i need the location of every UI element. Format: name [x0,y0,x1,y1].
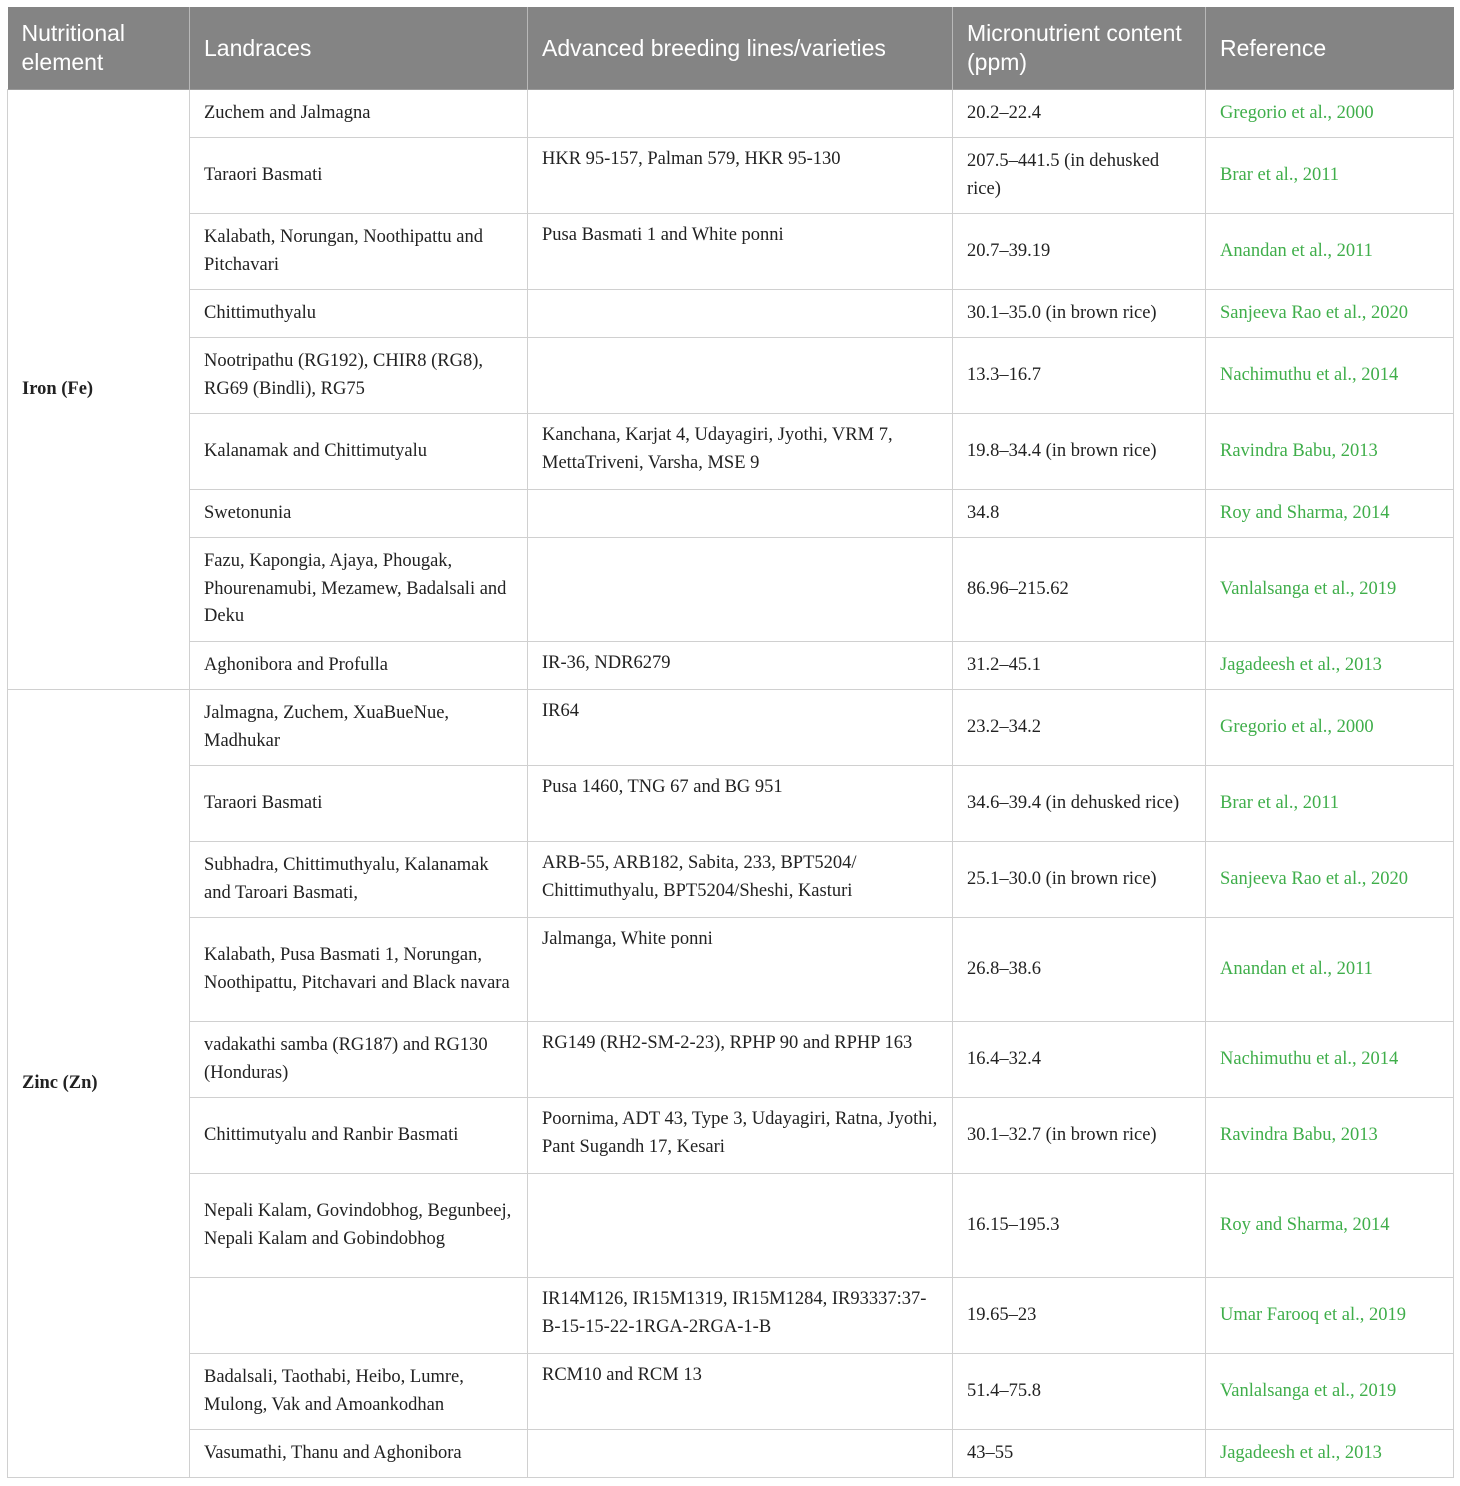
landraces-cell: Kalabath, Pusa Basmati 1, Norungan, Noothipattu, Pitchavari and Black navara [190,918,528,1022]
breeding-lines-cell: Poornima, ADT 43, Type 3, Udayagiri, Ratna, Jyothi, Pant Sugandh 17, Kesari [528,1098,953,1174]
micronutrient-content-cell: 86.96–215.62 [953,538,1206,642]
landraces-cell: vadakathi samba (RG187) and RG130 (Honduras) [190,1022,528,1098]
micronutrient-table-container [7,7,1453,1478]
micronutrient-content-cell: 25.1–30.0 (in brown rice) [953,842,1206,918]
breeding-lines-cell: RCM10 and RCM 13 [528,1354,953,1430]
table-row [8,690,1454,766]
landraces-cell [190,1278,528,1354]
reference-cell: Gregorio et al., 2000 [1206,690,1454,766]
landraces-cell: Jalmagna, Zuchem, XuaBueNue, Madhukar [190,690,528,766]
micronutrient-content-cell: 34.8 [953,490,1206,538]
micronutrient-content-cell: 34.6–39.4 (in dehusked rice) [953,766,1206,842]
table-row [8,642,1454,690]
reference-cell: Brar et al., 2011 [1206,138,1454,214]
landraces-cell: Taraori Basmati [190,766,528,842]
table-row [8,490,1454,538]
table-row [8,214,1454,290]
micronutrient-content-cell: 19.65–23 [953,1278,1206,1354]
breeding-lines-cell: IR-36, NDR6279 [528,642,953,690]
breeding-lines-cell: HKR 95-157, Palman 579, HKR 95-130 [528,138,953,214]
reference-cell: Nachimuthu et al., 2014 [1206,1022,1454,1098]
breeding-lines-cell: Kanchana, Karjat 4, Udayagiri, Jyothi, VRM 7, MettaTriveni, Varsha, MSE 9 [528,414,953,490]
reference-cell: Umar Farooq et al., 2019 [1206,1278,1454,1354]
table-body [8,90,1454,1478]
landraces-cell: Aghonibora and Profulla [190,642,528,690]
breeding-lines-cell [528,490,953,538]
reference-cell: Nachimuthu et al., 2014 [1206,338,1454,414]
breeding-lines-cell: Pusa Basmati 1 and White ponni [528,214,953,290]
micronutrient-table [7,7,1454,1478]
table-row [8,766,1454,842]
reference-cell: Vanlalsanga et al., 2019 [1206,1354,1454,1430]
landraces-cell: Swetonunia [190,490,528,538]
header-micronutrient-content: Micronutrient content (ppm) [953,7,1206,90]
reference-cell: Vanlalsanga et al., 2019 [1206,538,1454,642]
landraces-cell: Subhadra, Chittimuthyalu, Kalanamak and Taroari Basmati, [190,842,528,918]
breeding-lines-cell: IR64 [528,690,953,766]
micronutrient-content-cell: 20.2–22.4 [953,90,1206,138]
micronutrient-content-cell: 16.15–195.3 [953,1174,1206,1278]
reference-cell: Anandan et al., 2011 [1206,918,1454,1022]
landraces-cell: Kalabath, Norungan, Noothipattu and Pitchavari [190,214,528,290]
breeding-lines-cell [528,1430,953,1478]
micronutrient-content-cell: 30.1–32.7 (in brown rice) [953,1098,1206,1174]
header-reference: Reference [1206,7,1454,90]
landraces-cell: Kalanamak and Chittimutyalu [190,414,528,490]
micronutrient-content-cell: 31.2–45.1 [953,642,1206,690]
landraces-cell: Zuchem and Jalmagna [190,90,528,138]
landraces-cell: Taraori Basmati [190,138,528,214]
landraces-cell: Nepali Kalam, Govindobhog, Begunbeej, Nepali Kalam and Gobindobhog [190,1174,528,1278]
micronutrient-content-cell: 26.8–38.6 [953,918,1206,1022]
breeding-lines-cell: IR14M126, IR15M1319, IR15M1284, IR93337:37-B-15-15-22-1RGA-2RGA-1-B [528,1278,953,1354]
table-row [8,90,1454,138]
reference-cell: Ravindra Babu, 2013 [1206,1098,1454,1174]
table-row [8,1430,1454,1478]
landraces-cell: Chittimuthyalu [190,290,528,338]
micronutrient-content-cell: 23.2–34.2 [953,690,1206,766]
landraces-cell: Chittimutyalu and Ranbir Basmati [190,1098,528,1174]
breeding-lines-cell [528,338,953,414]
landraces-cell: Badalsali, Taothabi, Heibo, Lumre, Mulong, Vak and Amoankodhan [190,1354,528,1430]
reference-cell: Ravindra Babu, 2013 [1206,414,1454,490]
table-row [8,842,1454,918]
table-row [8,338,1454,414]
breeding-lines-cell [528,538,953,642]
reference-cell: Jagadeesh et al., 2013 [1206,642,1454,690]
breeding-lines-cell: ARB-55, ARB182, Sabita, 233, BPT5204/ Chittimuthyalu, BPT5204/Sheshi, Kasturi [528,842,953,918]
landraces-cell: Nootripathu (RG192), CHIR8 (RG8), RG69 (Bindli), RG75 [190,338,528,414]
reference-cell: Sanjeeva Rao et al., 2020 [1206,842,1454,918]
breeding-lines-cell: RG149 (RH2-SM-2-23), RPHP 90 and RPHP 163 [528,1022,953,1098]
table-row [8,1098,1454,1174]
table-row [8,1174,1454,1278]
table-row [8,1022,1454,1098]
micronutrient-content-cell: 51.4–75.8 [953,1354,1206,1430]
breeding-lines-cell [528,90,953,138]
micronutrient-content-cell: 30.1–35.0 (in brown rice) [953,290,1206,338]
breeding-lines-cell: Pusa 1460, TNG 67 and BG 951 [528,766,953,842]
header-nutritional-element: Nutritional element [8,7,190,90]
micronutrient-content-cell: 207.5–441.5 (in dehusked rice) [953,138,1206,214]
micronutrient-content-cell: 19.8–34.4 (in brown rice) [953,414,1206,490]
reference-cell: Jagadeesh et al., 2013 [1206,1430,1454,1478]
header-landraces: Landraces [190,7,528,90]
reference-cell: Roy and Sharma, 2014 [1206,490,1454,538]
table-row [8,1354,1454,1430]
landraces-cell: Fazu, Kapongia, Ajaya, Phougak, Phourenamubi, Mezamew, Badalsali and Deku [190,538,528,642]
table-header [8,7,1454,90]
header-row [8,7,1454,90]
micronutrient-content-cell: 43–55 [953,1430,1206,1478]
table-row [8,918,1454,1022]
table-row [8,138,1454,214]
breeding-lines-cell: Jalmanga, White ponni [528,918,953,1022]
micronutrient-content-cell: 13.3–16.7 [953,338,1206,414]
reference-cell: Brar et al., 2011 [1206,766,1454,842]
nutritional-element-cell: Zinc (Zn) [8,690,190,1478]
table-row [8,414,1454,490]
reference-cell: Sanjeeva Rao et al., 2020 [1206,290,1454,338]
breeding-lines-cell [528,1174,953,1278]
table-row [8,538,1454,642]
table-row [8,1278,1454,1354]
micronutrient-content-cell: 16.4–32.4 [953,1022,1206,1098]
header-breeding-lines: Advanced breeding lines/varieties [528,7,953,90]
breeding-lines-cell [528,290,953,338]
table-row [8,290,1454,338]
landraces-cell: Vasumathi, Thanu and Aghonibora [190,1430,528,1478]
reference-cell: Roy and Sharma, 2014 [1206,1174,1454,1278]
nutritional-element-cell: Iron (Fe) [8,90,190,690]
reference-cell: Anandan et al., 2011 [1206,214,1454,290]
micronutrient-content-cell: 20.7–39.19 [953,214,1206,290]
reference-cell: Gregorio et al., 2000 [1206,90,1454,138]
